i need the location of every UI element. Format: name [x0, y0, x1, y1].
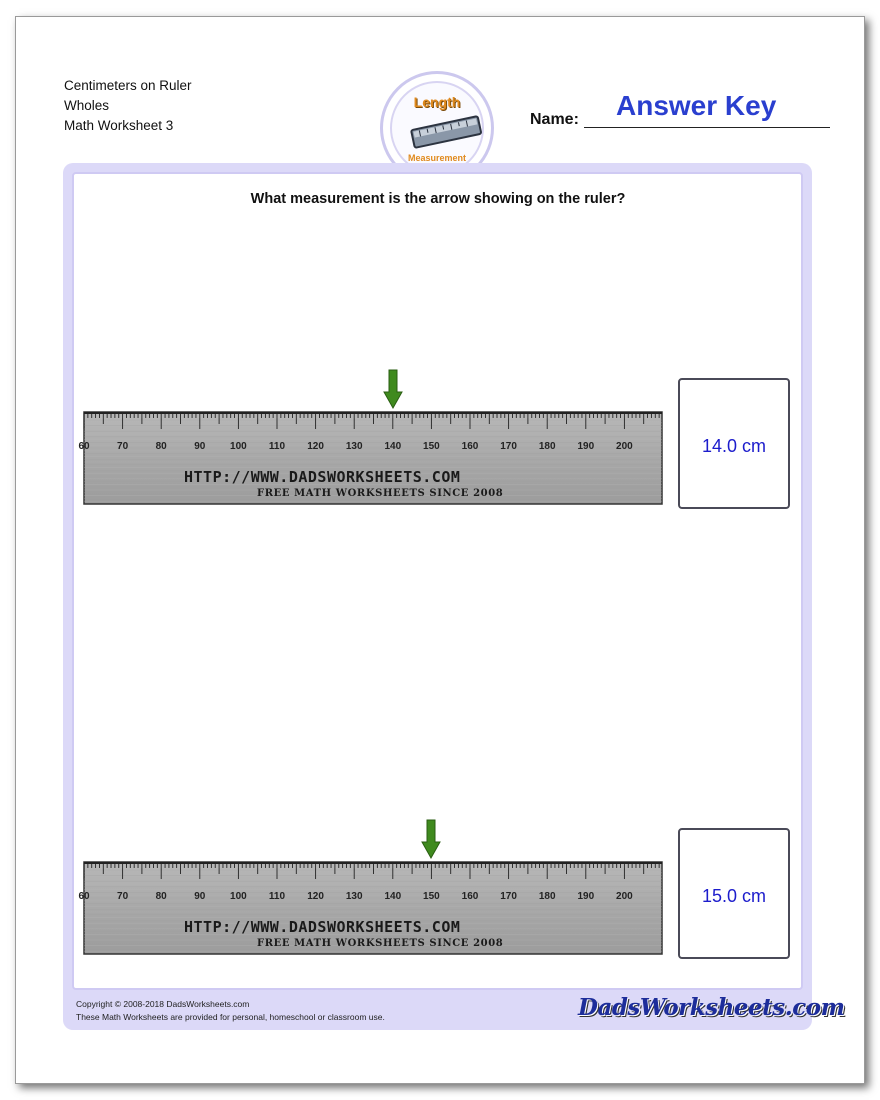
worksheet-header: [64, 76, 192, 136]
dadsworksheets-logo: DadsWorksheets.com: [578, 994, 845, 1021]
ruler-tick-label: 90: [194, 891, 206, 902]
ruler-tick-label: 70: [117, 891, 129, 902]
ruler-tick-label: 130: [345, 441, 363, 452]
question-text: What measurement is the arrow showing on the ruler?: [250, 191, 626, 207]
footer-copyright: [76, 998, 385, 1024]
ruler-tick-label: 70: [117, 441, 129, 452]
ruler-tick-label: 180: [538, 891, 556, 902]
ruler-tick-label: 120: [307, 441, 324, 452]
ruler-tick-label: 140: [384, 891, 402, 902]
ruler-tick-label: 140: [384, 441, 402, 452]
ruler-tick-label: 100: [230, 891, 247, 902]
ruler-tick-label: 60: [78, 891, 90, 902]
name-line: [584, 127, 830, 128]
ruler-tick-label: 200: [616, 891, 633, 902]
ruler-url-text: HTTP://WWW.DADSWORKSHEETS.COM: [184, 918, 461, 936]
ruler: [78, 412, 662, 504]
name-label: Name:: [530, 111, 579, 128]
ruler-tick-label: 80: [155, 441, 167, 452]
pointer-arrow-icon: [422, 820, 440, 858]
copyright-text: Copyright © 2008-2018 DadsWorksheets.com: [76, 999, 250, 1009]
ruler-tick-label: 150: [423, 441, 440, 452]
ruler-url-text: HTTP://WWW.DADSWORKSHEETS.COM: [184, 468, 461, 486]
ruler-tick-label: 90: [194, 441, 206, 452]
usage-notice: These Math Worksheets are provided for personal, homeschool or classroom use.: [76, 1012, 385, 1022]
ruler-tick-label: 110: [268, 891, 286, 902]
badge-top-text: Length: [413, 94, 461, 110]
answer-box[interactable]: [678, 378, 790, 509]
ruler-tick-label: 120: [307, 891, 324, 902]
ruler: [78, 862, 662, 954]
ruler-tick-label: 150: [423, 891, 440, 902]
ruler-tagline: FREE MATH WORKSHEETS SINCE 2008: [257, 938, 504, 949]
answer-value: 14.0 cm: [701, 436, 767, 456]
ruler-tick-label: 190: [577, 441, 595, 452]
ruler-tick-label: 160: [461, 441, 479, 452]
worksheet-number: Math Worksheet 3: [64, 118, 174, 133]
ruler-tagline: FREE MATH WORKSHEETS SINCE 2008: [257, 488, 504, 499]
ruler-tick-label: 170: [500, 441, 517, 452]
ruler-tick-label: 160: [461, 891, 479, 902]
ruler-tick-label: 190: [577, 891, 595, 902]
ruler-tick-label: 80: [155, 891, 167, 902]
ruler-icon: [406, 111, 486, 151]
ruler-tick-label: 60: [78, 441, 90, 452]
answer-key-label: Answer Key: [616, 90, 777, 121]
ruler-tick-label: 100: [230, 441, 247, 452]
worksheet-title: Centimeters on Ruler: [64, 78, 192, 93]
ruler-tick-label: 200: [616, 441, 633, 452]
worksheet-subtitle: Wholes: [64, 98, 110, 113]
answer-box[interactable]: [678, 828, 790, 959]
ruler-tick-label: 180: [538, 441, 556, 452]
badge-bottom-text: Measurement: [407, 153, 467, 163]
pointer-arrow-icon: [384, 370, 402, 408]
ruler-tick-label: 170: [500, 891, 517, 902]
answer-value: 15.0 cm: [701, 886, 767, 906]
ruler-tick-label: 130: [345, 891, 363, 902]
ruler-tick-label: 110: [268, 441, 286, 452]
